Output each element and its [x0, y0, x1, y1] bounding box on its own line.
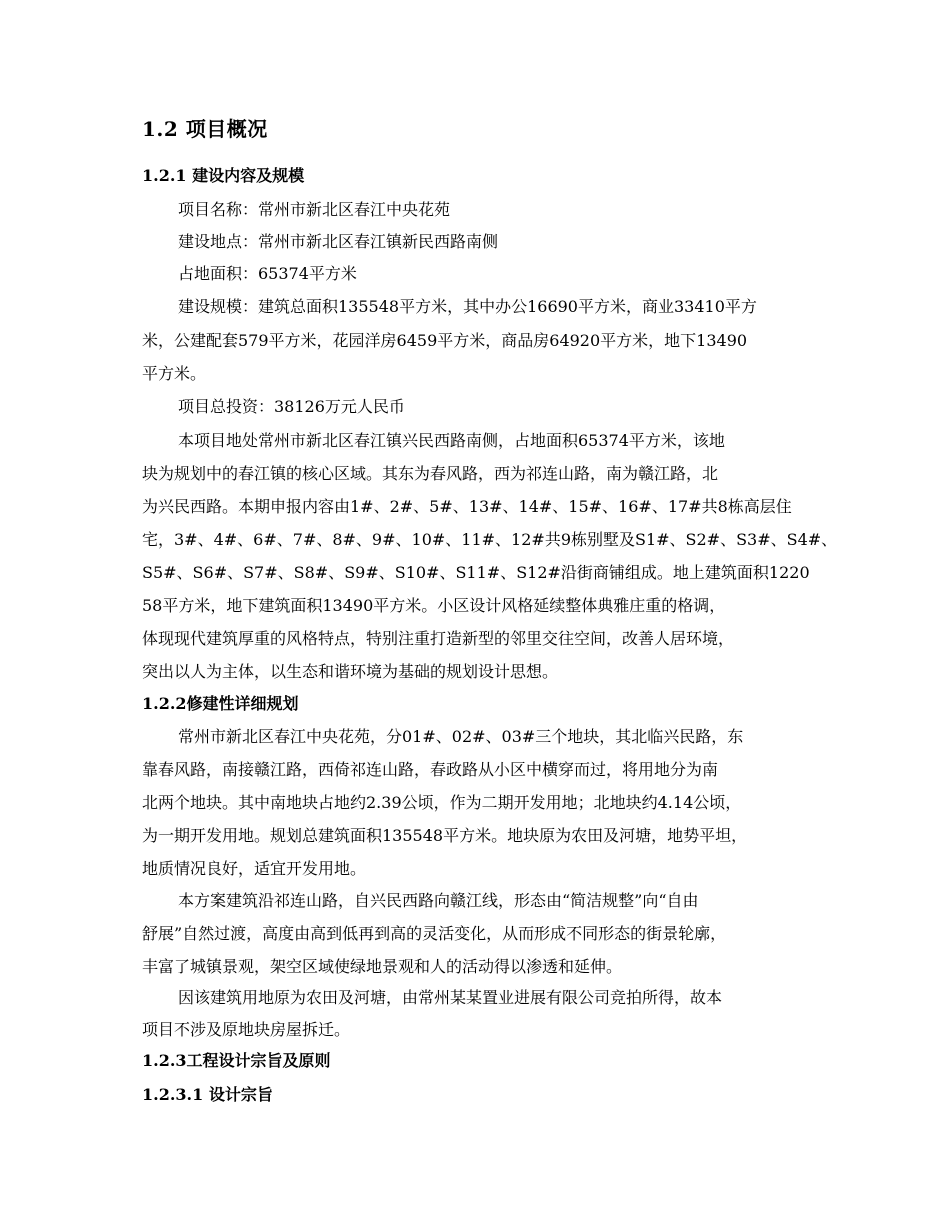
- project-investment-line: 项目总投资：38126万元人民币: [178, 397, 405, 416]
- section-heading-1-2-2: 1.2.2修建性详细规划: [142, 694, 299, 713]
- plan-paragraph-line: 项目不涉及原地块房屋拆迁。: [142, 1020, 351, 1039]
- plan-paragraph-line: 北两个地块。其中南地块占地约2.39公顷，作为二期开发用地；北地块约4.14公顷，: [142, 793, 742, 812]
- plan-paragraph-line: 靠春风路，南接赣江路，西倚祁连山路，春政路从小区中横穿而过，将用地分为南: [142, 760, 719, 779]
- project-name-line: 项目名称：常州市新北区春江中央花苑: [178, 200, 451, 219]
- overview-paragraph-line: 本项目地处常州市新北区春江镇兴民西路南侧，占地面积65374平方米，该地: [178, 431, 725, 450]
- project-scale-line: 平方米。: [142, 364, 207, 383]
- section-heading-1-2: 1.2 项目概况: [142, 117, 268, 141]
- plan-paragraph-line: 丰富了城镇景观，架空区域使绿地景观和人的活动得以渗透和延伸。: [142, 957, 623, 976]
- plan-paragraph-line: 为一期开发用地。规划总建筑面积135548平方米。地块原为农田及河塘，地势平坦，: [142, 826, 748, 845]
- section-heading-1-2-3: 1.2.3工程设计宗旨及原则: [142, 1051, 331, 1070]
- plan-paragraph-line: 舒展”自然过渡，高度由高到低再到高的灵活变化，从而形成不同形态的街景轮廓，: [142, 924, 727, 943]
- plan-paragraph-line: 因该建筑用地原为农田及河塘，由常州某某置业进展有限公司竞拍所得，故本: [178, 988, 723, 1007]
- plan-paragraph-line: 地质情况良好，适宜开发用地。: [142, 859, 367, 878]
- overview-paragraph-line: 突出以人为主体，以生态和谐环境为基础的规划设计思想。: [142, 662, 559, 681]
- plan-paragraph-line: 常州市新北区春江中央花苑，分01#、02#、03#三个地块，其北临兴民路，东: [178, 727, 744, 746]
- overview-paragraph-line: S5#、S6#、S7#、S8#、S9#、S10#、S11#、S12#沿街商铺组成。地上建筑面积1220: [142, 563, 810, 582]
- section-heading-1-2-3-1: 1.2.3.1 设计宗旨: [142, 1085, 273, 1104]
- overview-paragraph-line: 为兴民西路。本期申报内容由1#、2#、5#、13#、14#、15#、16#、17#共8栋高层住: [142, 497, 792, 516]
- overview-paragraph-line: 块为规划中的春江镇的核心区域。其东为春风路，西为祁连山路，南为赣江路，北: [142, 464, 719, 483]
- plan-paragraph-line: 本方案建筑沿祁连山路，自兴民西路向赣江线，形态由“简洁规整”向“自由: [178, 891, 699, 910]
- project-area-line: 占地面积：65374平方米: [178, 264, 357, 283]
- project-scale-line: 米，公建配套579平方米，花园洋房6459平方米，商品房64920平方米，地下13490: [142, 331, 748, 350]
- project-location-line: 建设地点：常州市新北区春江镇新民西路南侧: [178, 232, 499, 251]
- section-heading-1-2-1: 1.2.1 建设内容及规模: [142, 166, 305, 185]
- overview-paragraph-line: 宅，3#、4#、6#、7#、8#、9#、10#、11#、12#共9栋别墅及S1#、S2#、S3#、S4#、: [142, 530, 838, 549]
- overview-paragraph-line: 体现现代建筑厚重的风格特点，特别注重打造新型的邻里交往空间，改善人居环境，: [142, 629, 735, 648]
- overview-paragraph-line: 58平方米，地下建筑面积13490平方米。小区设计风格延续整体典雅庄重的格调，: [142, 596, 726, 615]
- project-scale-line: 建设规模：建筑总面积135548平方米，其中办公16690平方米，商业33410平方: [178, 297, 757, 316]
